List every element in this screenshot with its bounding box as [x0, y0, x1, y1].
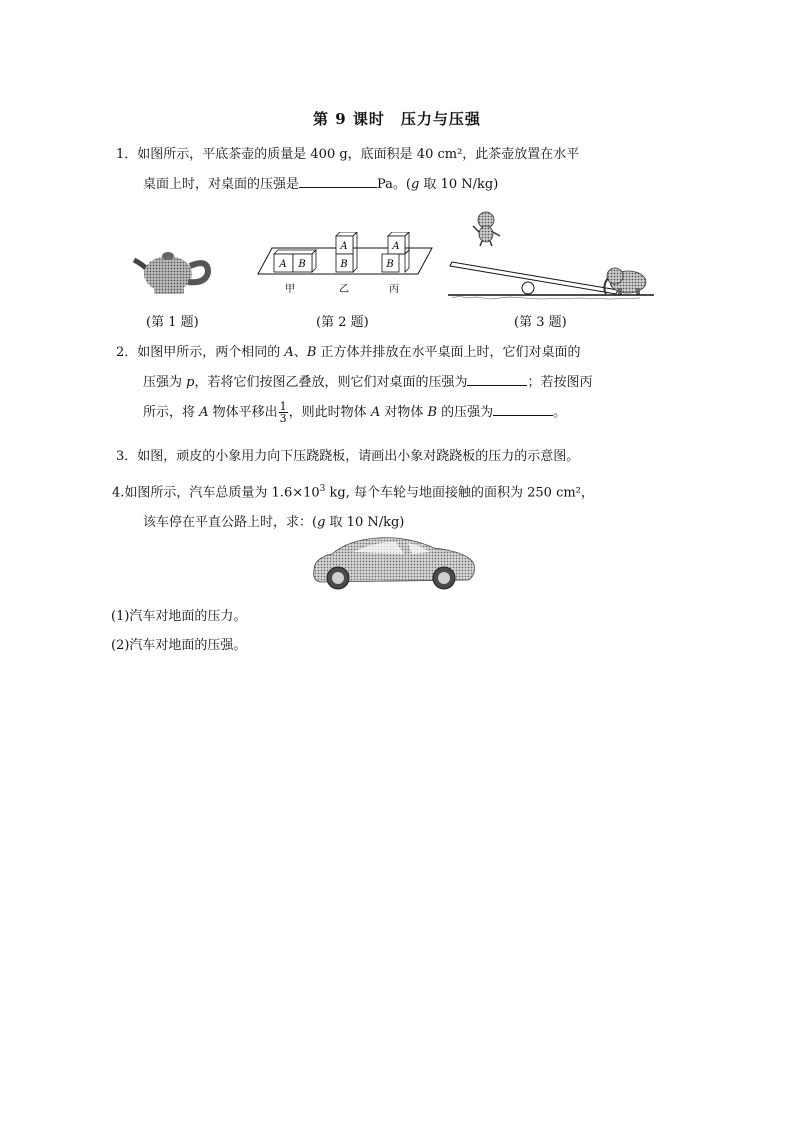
question-3: [116, 442, 696, 472]
q4-sub-question-1: (1)汽车对地面的压力。: [111, 609, 247, 624]
q2-line1: 2．如图甲所示，两个相同的 A、B 正方体并排放在水平桌面上时，它们对桌面的: [116, 345, 581, 360]
fraction-one-third: $\frac{1}{3}$: [279, 400, 287, 425]
block-label-a: A: [340, 241, 348, 252]
teapot-figure: [128, 240, 214, 298]
question-1: [116, 140, 696, 200]
page-title: 第 9 课时 压力与压强: [313, 110, 481, 128]
car-figure: [308, 530, 480, 592]
q1-line2: 桌面上时，对桌面的压强是 Pa。(g 取 10 N/kg): [116, 170, 696, 200]
block-label-b: B: [298, 259, 306, 270]
q1-answer-blank[interactable]: [299, 173, 377, 188]
label-bing: 丙: [389, 284, 399, 295]
q4-line1: 4.如图所示，汽车总质量为 $1.6\times 10^3$ kg, 每个车轮与地面接触的面积为 250 cm²，: [112, 484, 594, 501]
q3-line1: 3．如图，顽皮的小象用力向下压跷跷板，请画出小象对跷跷板的压力的示意图。: [116, 449, 580, 464]
caption-figure-2: (第 2 题): [316, 315, 369, 330]
q2-line2: 压强为 p，若将它们按图乙叠放，则它们对桌面的压强为 ；若按图丙: [116, 368, 696, 398]
caption-figure-3: (第 3 题): [514, 315, 567, 330]
block-label-b: B: [386, 259, 394, 270]
q4-line2: 该车停在平直公路上时，求：(g 取 10 N/kg): [143, 515, 405, 531]
q2-answer-blank-2[interactable]: [493, 401, 553, 416]
monkey-icon: [473, 212, 500, 246]
block-label-a: A: [279, 259, 287, 270]
caption-figure-1: (第 1 题): [146, 315, 199, 330]
blocks-figure: [254, 232, 436, 296]
q4-sub-question-2: (2)汽车对地面的压强。: [111, 638, 247, 653]
label-yi: 乙: [339, 284, 349, 295]
seesaw-figure: [448, 206, 658, 300]
q1-line1: 1．如图所示，平底茶壶的质量是 400 g，底面积是 40 cm²，此茶壶放置在水平: [116, 147, 580, 162]
block-label-b: B: [340, 259, 348, 270]
label-jia: 甲: [285, 284, 295, 295]
q2-line3: 所示，将 A 物体平移出 $\frac{1}{3}$ ，则此时物体 A 对物体 B 的压强为 。: [143, 400, 567, 425]
block-label-a: A: [392, 241, 400, 252]
question-4: [112, 474, 692, 538]
q2-answer-blank-1[interactable]: [467, 371, 527, 386]
question-2: [116, 338, 696, 428]
